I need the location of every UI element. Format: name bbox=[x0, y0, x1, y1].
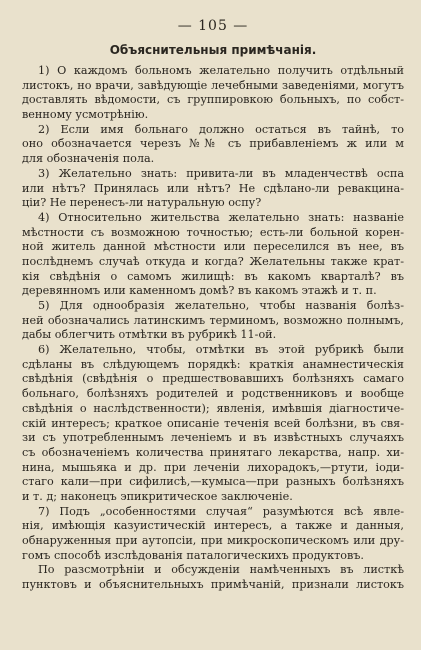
text-line: для обозначенія пола. bbox=[22, 152, 155, 166]
text-line: 3) Желательно знать: привита-ли въ младенчествѣ оспа bbox=[38, 166, 404, 180]
text-line: послѣднемъ случаѣ откуда и когда? Желательны также крат- bbox=[22, 254, 404, 268]
paragraph bbox=[22, 64, 404, 123]
text-line: и т. д; наконецъ эпикритическое заключеніе. bbox=[22, 489, 293, 503]
text-line: дабы облегчить отмѣтки въ рубрикѣ 11-ой. bbox=[22, 328, 277, 342]
paragraph bbox=[22, 505, 404, 564]
text-line: 7) Подъ „особенностями случая“ разумѣются всѣ явле- bbox=[38, 504, 404, 518]
paragraph bbox=[22, 299, 404, 343]
section-heading: Объяснительныя примѣчанія. bbox=[109, 43, 317, 57]
text-line: кія свѣдѣнія о самомъ жилищѣ: въ какомъ кварталѣ? въ bbox=[22, 269, 404, 283]
text-line: съ обозначеніемъ количества принятаго лекарства, напр. хи- bbox=[22, 445, 404, 459]
text-line: 1) О каждомъ больномъ желательно получить отдѣльный bbox=[38, 64, 404, 77]
text-line: нина, мышьяка и др. при леченіи лихорадокъ,—ртути, іоди- bbox=[22, 460, 404, 474]
text-line: ной житель данной мѣстности или переселился въ нее, въ bbox=[22, 240, 404, 254]
paragraph bbox=[22, 563, 404, 592]
text-line: деревянномъ или каменномъ домѣ? въ какомъ этажѣ и т. п. bbox=[22, 284, 377, 298]
text-line: венному усмотрѣнію. bbox=[22, 108, 149, 122]
text-line: доставлять вѣдомости, съ группировкою больныхъ, по собст- bbox=[22, 93, 404, 107]
text-line: скій интересъ; краткое описаніе теченія всей болѣзни, въ свя- bbox=[22, 416, 404, 430]
text-line: оно обозначается черезъ №№ съ прибавленіемъ ж или м bbox=[22, 137, 404, 151]
text-line: свѣдѣнія (свѣдѣнія о предшествовавшихъ болѣзняхъ самаго bbox=[22, 372, 404, 386]
text-line: мѣстности съ возможною точностью; есть-ли больной корен- bbox=[22, 225, 404, 239]
text-line: По разсмотрѣніи и обсужденіи намѣченныхъ въ листкѣ bbox=[38, 563, 404, 577]
text-line: свѣдѣнія о наслѣдственности); явленія, имѣвшія діагностиче- bbox=[22, 401, 404, 415]
text-line: листокъ, но врачи, завѣдующіе лечебными заведеніями, могутъ bbox=[22, 78, 404, 92]
page-body bbox=[22, 64, 404, 593]
text-line: 6) Желательно, чтобы, отмѣтки въ этой рубрикѣ были bbox=[38, 343, 404, 357]
text-line: ціи? Не перенесъ-ли натуральную оспу? bbox=[22, 196, 262, 210]
page-number: — 105 — bbox=[177, 18, 249, 34]
text-line: пунктовъ и объяснительныхъ примѣчаній, признали листокъ bbox=[22, 578, 404, 592]
text-line: 5) Для однообразія желательно, чтобы названія болѣз- bbox=[38, 299, 404, 312]
text-line: зи съ употребленнымъ леченіемъ и въ извѣстныхъ случаяхъ bbox=[22, 431, 404, 445]
paragraph bbox=[22, 123, 404, 167]
text-line: больнаго, болѣзняхъ родителей и родственниковъ и вообще bbox=[22, 387, 404, 401]
paragraph bbox=[22, 211, 404, 299]
paragraph bbox=[22, 167, 404, 211]
paragraph bbox=[22, 343, 404, 505]
text-line: 4) Относительно жительства желательно знать: названіе bbox=[38, 210, 404, 224]
text-line: ней обозначались латинскимъ терминомъ, возможно полнымъ, bbox=[22, 313, 404, 327]
text-line: стаго кали—при сифилисѣ,—кумыса—при разныхъ болѣзняхъ bbox=[22, 475, 404, 489]
text-line: нія, имѣющія казуистическій интересъ, а также и данныя, bbox=[22, 519, 404, 533]
text-line: гомъ способѣ изслѣдованія паталогическихъ продуктовъ. bbox=[22, 548, 364, 562]
text-line: или нѣтъ? Принялась или нѣтъ? Не сдѣлано-ли ревакцина- bbox=[22, 181, 404, 195]
text-line: обнаруженныя при аутопсіи, при микроскопическомъ или дру- bbox=[22, 534, 404, 547]
text-line: сдѣланы въ слѣдующемъ порядкѣ: краткія анамнестическія bbox=[22, 357, 404, 371]
text-line: 2) Если имя больнаго должно остаться въ тайнѣ, то bbox=[38, 122, 404, 136]
